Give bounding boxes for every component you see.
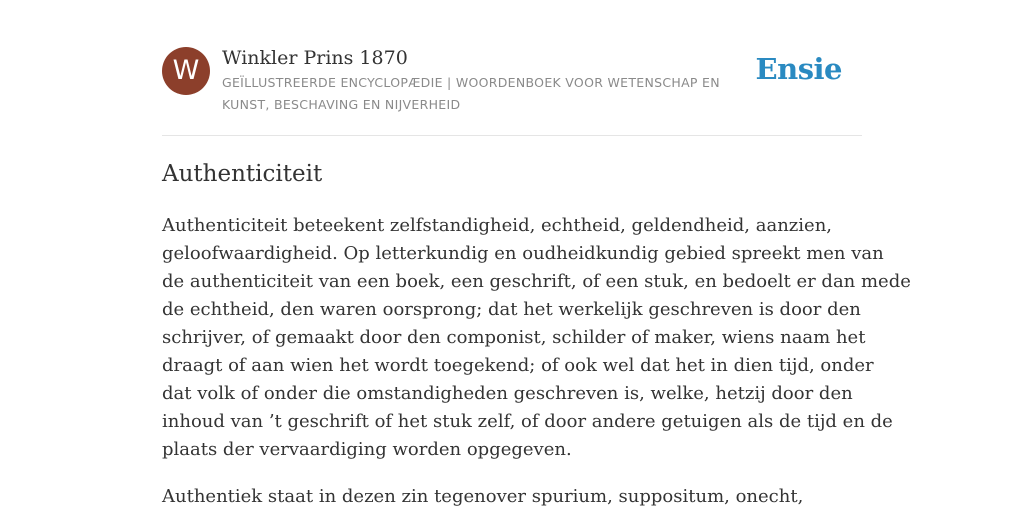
ensie-logo[interactable]: Ensie — [755, 52, 842, 86]
text-line: dat volk of onder die omstandigheden geschreven is, welke, hetzij door den — [162, 383, 853, 404]
text-line: Authenticiteit beteekent zelfstandigheid, echtheid, geldendheid, aanzien, — [162, 215, 833, 236]
text-line: inhoud van ’t geschrift of het stuk zelf, of door andere getuigen als de tijd en de — [162, 411, 893, 432]
entry-body — [162, 212, 911, 512]
text-line: geloofwaardigheid. Op letterkundig en oudheidkundig gebied spreekt men van — [162, 243, 884, 264]
text-line: de authenticiteit van een boek, een geschrift, of een stuk, en bedoelt er dan mede — [162, 271, 911, 292]
text-line: draagt of aan wien het wordt toegekend; of ook wel dat het in dien tijd, onder — [162, 355, 874, 376]
paragraph-1 — [162, 212, 911, 464]
source-avatar[interactable]: W — [162, 47, 210, 95]
paragraph-2 — [162, 483, 862, 511]
text-line: Authentiek staat in dezen zin tegenover spurium, suppositum, onecht, — [162, 486, 804, 507]
text-line: de echtheid, den waren oorsprong; dat het werkelijk geschreven is door den — [162, 299, 861, 320]
text-line: plaats der vervaardiging worden opgegeven. — [162, 439, 572, 460]
entry-title: Authenticiteit — [162, 161, 323, 187]
source-subtitle: GEÏLLUSTREERDE ENCYCLOPÆDIE | WOORDENBOEK VOOR WETENSCHAP EN KUNST, BESCHAVING EN NIJVERHEID — [222, 75, 720, 112]
header-divider — [162, 135, 862, 136]
source-header — [162, 46, 862, 116]
source-title[interactable]: Winkler Prins 1870 — [222, 47, 408, 69]
text-line: schrijver, of gemaakt door den componist, schilder of maker, wiens naam het — [162, 327, 866, 348]
